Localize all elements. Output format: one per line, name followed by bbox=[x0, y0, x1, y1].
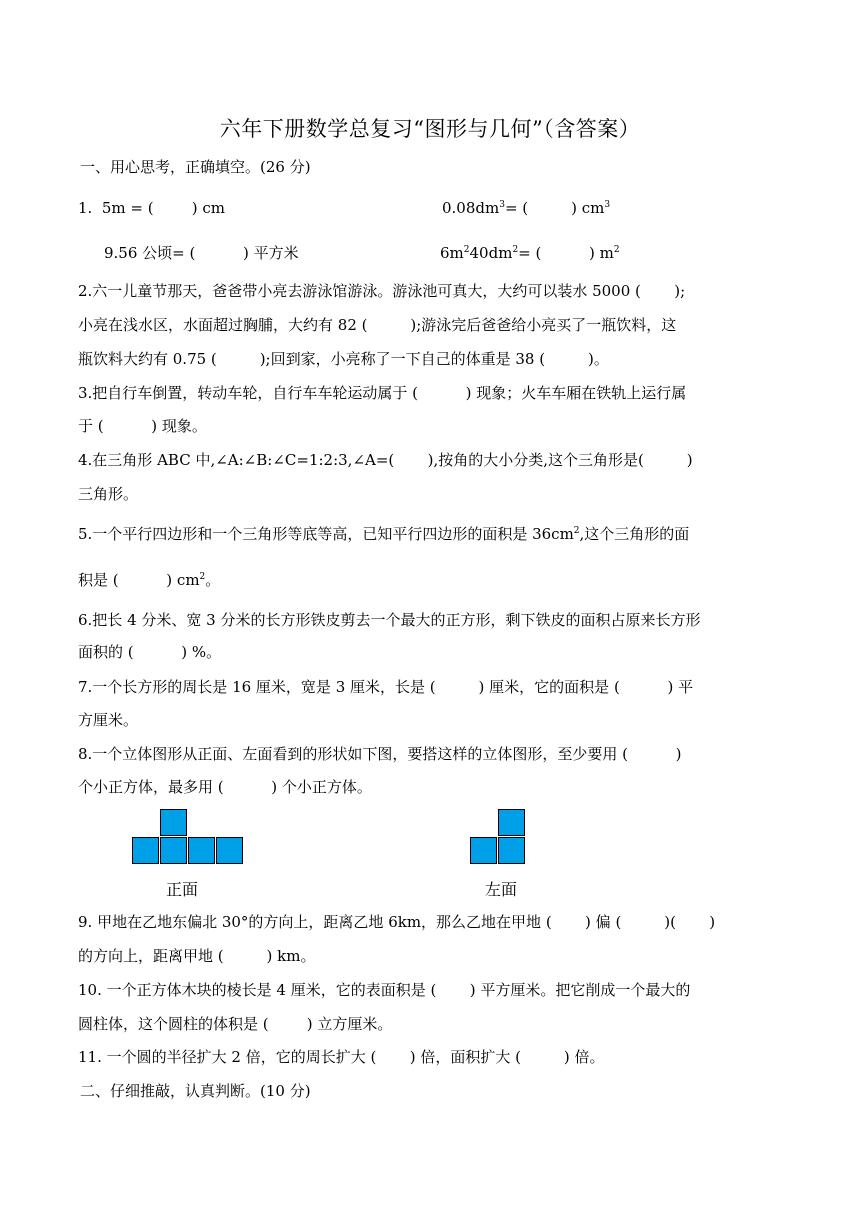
q1-item-b: $0.08dm^3=$ ( ) $cm^3$ bbox=[442, 199, 611, 217]
section-heading-fill-in: 一、用心思考，正确填空。(26 分) bbox=[80, 158, 311, 176]
page-title: 六年下册数学总复习“图形与几何”（含答案） bbox=[219, 117, 641, 141]
front-view-label: 正面 bbox=[166, 880, 199, 899]
q5-line-1: 5.一个平行四边形和一个三角形等底等高，已知平行四边形的面积是 $36cm^2$,这个三角形的面 bbox=[78, 525, 690, 543]
q9-line-2: 的方向上，距离甲地 ( ) km。 bbox=[78, 947, 316, 965]
q5-line-2: 积是 ( ) $cm^2$。 bbox=[78, 571, 221, 589]
q9-line-1: 9. 甲地在乙地东偏北 30°的方向上，距离乙地 6km，那么乙地在甲地 ( ) 偏 ( )( ) bbox=[78, 913, 716, 931]
q11-line: 11. 一个圆的半径扩大 2 倍，它的周长扩大 ( ) 倍，面积扩大 ( ) 倍。 bbox=[78, 1048, 605, 1066]
q2-line-3: 瓶饮料大约有 0.75 ( );回到家，小亮称了一下自己的体重是 38 ( )。 bbox=[78, 350, 609, 368]
q1-item-a: 1. 5m = ( ) cm bbox=[78, 199, 225, 217]
q4-line-2: 三角形。 bbox=[78, 485, 139, 503]
q2-line-2: 小亮在浅水区，水面超过胸脯，大约有 82 ( );游泳完后爸爸给小亮买了一瓶饮料，这 bbox=[78, 316, 677, 334]
q1-item-c: 9.56 公顷= ( ) 平方米 bbox=[104, 244, 299, 262]
left-view-cube bbox=[498, 809, 525, 836]
front-view-cube bbox=[188, 837, 215, 864]
q1-item-d: $6m^240dm^2=$ ( ) $m^2$ bbox=[440, 244, 620, 262]
q10-line-1: 10. 一个正方体木块的棱长是 4 厘米，它的表面积是 ( ) 平方厘米。把它削成一个最大的 bbox=[78, 981, 691, 999]
left-view-label: 左面 bbox=[485, 880, 518, 899]
front-view-cube bbox=[160, 809, 187, 836]
q8-line-2: 个小正方体，最多用 ( ) 个小正方体。 bbox=[78, 778, 372, 796]
left-view-cube bbox=[470, 837, 497, 864]
q3-line-2: 于 ( ) 现象。 bbox=[78, 417, 207, 435]
q2-line-1: 2.六一儿童节那天，爸爸带小亮去游泳馆游泳。游泳池可真大，大约可以装水 5000 ( ); bbox=[78, 282, 686, 300]
left-view-cube bbox=[498, 837, 525, 864]
front-view-cube bbox=[132, 837, 159, 864]
q4-line-1: 4.在三角形 ABC 中,∠A:∠B:∠C=1:2:3,∠A=( ),按角的大小分类,这个三角形是( ) bbox=[78, 451, 693, 469]
q7-line-2: 方厘米。 bbox=[78, 711, 139, 729]
left-view-figure bbox=[470, 809, 528, 866]
q3-line-1: 3.把自行车倒置，转动车轮，自行车车轮运动属于 ( ) 现象；火车车厢在铁轨上运行属 bbox=[78, 384, 687, 402]
front-view-cube bbox=[216, 837, 243, 864]
front-view-cube bbox=[160, 837, 187, 864]
front-view-figure bbox=[132, 809, 246, 866]
section-heading-true-false: 二、仔细推敲，认真判断。(10 分) bbox=[80, 1082, 311, 1100]
q10-line-2: 圆柱体，这个圆柱的体积是 ( ) 立方厘米。 bbox=[78, 1015, 393, 1033]
q7-line-1: 7.一个长方形的周长是 16 厘米，宽是 3 厘米，长是 ( ) 厘米，它的面积是 ( ) 平 bbox=[78, 678, 694, 696]
q8-line-1: 8.一个立体图形从正面、左面看到的形状如下图，要搭这样的立体图形，至少要用 ( ) bbox=[78, 745, 682, 763]
q6-line-1: 6.把长 4 分米、宽 3 分米的长方形铁皮剪去一个最大的正方形，剩下铁皮的面积占原来长方形 bbox=[78, 611, 701, 629]
q6-line-2: 面积的 ( ) %。 bbox=[78, 643, 222, 661]
